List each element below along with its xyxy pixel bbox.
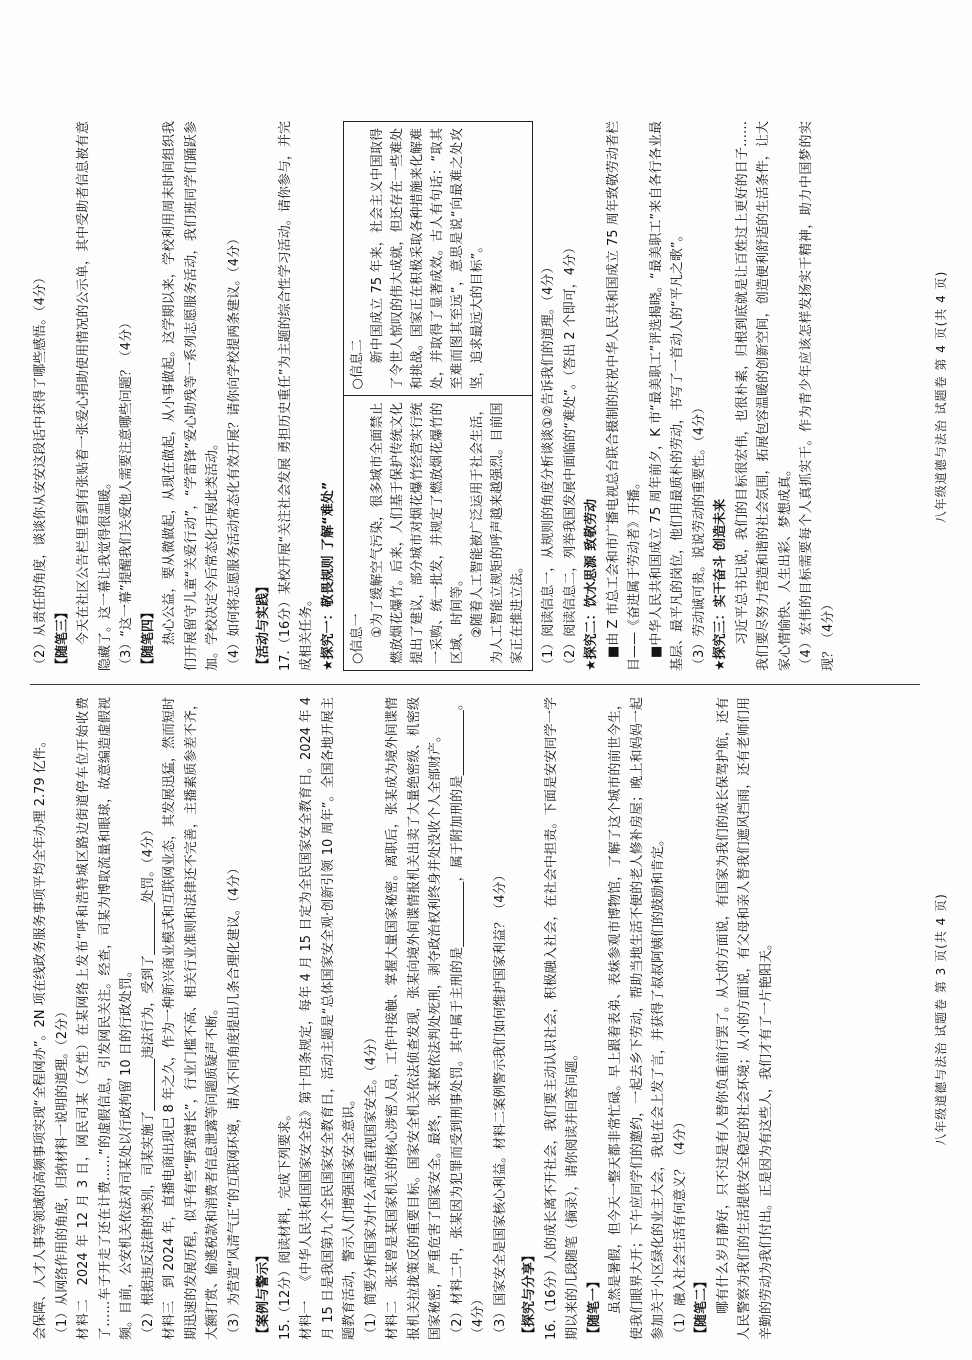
essay-2-text: 哪有什么岁月静好，只不过是有人替你负重前行罢了。从大的方面说，有国家为我们的成长保驾护航，还有人民警察为我们的生活提供安全稳定的社会环境；从小的方面说，有父母和亲人替我们遮风挡雨，还有老师们用辛勤的劳动为我们付出。正是因为有这些人，我们才有了一片艳阳天。: [715, 697, 774, 1340]
page-divider: [30, 684, 920, 685]
page-4: [22, 111, 952, 683]
page-3: [22, 687, 952, 1352]
section-cases-heading: 【案例与警示】: [256, 1248, 271, 1340]
material-2-label: 材料二: [76, 1298, 91, 1340]
q15-material-2-text: 张某曾是某国家机关的核心涉密人员，工作中接触、掌握大量国家秘密。离职后，张某成为境外间谍情报机关拉拢策反的重要目标。国家安全机关依法侦查发现，张某向境外间谍情报机关出卖了大量绝密级、机密级国家秘密，严重危害了国家安全。最终，张某被依法判处死刑，剥夺政治权利终身并处没收个人全部财产。: [385, 697, 443, 1340]
info-2-title: ○信息二: [350, 339, 365, 390]
section-practice-heading: 【活动与实践】: [256, 579, 271, 671]
info-1-title: ○信息一: [350, 613, 365, 664]
question-14-3: （3）为营造“风清气正”的互联网环境，请从不同角度提出几条合理化建议。（4分）: [226, 861, 242, 1340]
essay-1-text: 虽然是暑假，但今天一整天都非常忙碌。早上跟着表弟、表妹参观市博物馆，了解了这个城市的前世今生，使我们眼界大开；下午应同学们的邀约，一起去乡下劳动，帮助当地生活不便的老人修补房屋；晚上和妈妈一起参加关于小区绿化的业主大会，我也在会上发了言，并获得了叔叔阿姨们的鼓励和肯定。: [608, 697, 666, 1340]
question-17-2: （2）阅读信息二，列举我国发展中面临的“难处”。（答出 2 个即可，4分）: [562, 240, 578, 671]
q15-material-1-label: 材料一: [299, 1300, 314, 1340]
task-2-bullet-1: ■由 Z 市总工会和市广播电视总台联合摄制的庆祝中华人民共和国成立 75 周年致敬劳动者栏目——《奋进属于劳动者》开播。: [605, 121, 642, 671]
task-3-quote: 习近平总书记说，我们的目标很宏伟，也很朴素，归根到底就是让百姓过上更好的日子……我们要尽努力营造和谐的社会氛围，拓展包容温暖的创新空间，创造便利舒适的生活条件，让大家心情愉快、人生出彩、梦想成真。: [734, 121, 793, 671]
info-1-item-b: ②随着人工智能被广泛运用于社会生活，为人工智能立规矩的呼声越来越强烈。目前国家正在推进立法。: [470, 402, 525, 664]
question-16-3: （3）“这一幕”提醒我们关爱他人需要注意哪些问题？（4分）: [119, 315, 134, 671]
question-14-2: （2）根据违反法律的类别，司某实施了________违法行为，受到了________处罚。（4分）: [140, 822, 156, 1340]
info-2-cell: [344, 122, 532, 397]
material-3: [159, 697, 224, 1340]
question-14-1: （1）从网络作用的角度，归纳材料一说明的道理。（2分）: [54, 1004, 70, 1340]
material-3-text: 到 2024 年，直播电商出现已 8 年之久，作为一种新兴商业模式和互联网业态，其发展迅猛，然而短时期迅速的发展历程，似乎有些“野蛮增长”，行业门槛不高、相关行业准则和法律还不完善，主播素质参差不齐，大额打赏、偷逃税款和消费者信息泄露等问题质疑声不断。: [162, 697, 220, 1340]
question-16-4: （4）如何将志愿服务活动常态化有效开展？请你向学校提两条建议。（4分）: [226, 231, 242, 671]
essay-4-title: 【随笔四】: [140, 605, 156, 671]
question-17-stem: 17.（16分）某校开展“关注社会发展 勇担历史重任”为主题的综合性学习活动。请你参与，并完成相关任务。: [277, 121, 314, 671]
question-17-1: （1）阅读信息一，从规则的角度分析谈谈①②告诉我们的道理。（4分）: [541, 260, 556, 671]
question-17-3: （3）劳动诚可贵。说说劳动的重要性。（4分）: [691, 400, 707, 671]
question-15-2: （2）材料二中，张某因为犯罪而受到刑事处罚。其中属于主刑的是__________，属于附加刑的是__________。（4分）: [449, 697, 486, 1340]
info-2-text: 新中国成立 75 年来，社会主义中国取得了令世人惊叹的伟大成就，但还存在一些难处和挑战。国家正在积极采取各种措施来化解难处，并取得了显著成效。古人有句话：“取其至难而图其至远”，意思是说“向最难之处攻坚，追求最远大的目标”。: [370, 128, 485, 390]
question-16-2: （2）从责任的角度，谈谈你从安安这段话中获得了哪些感悟。（4分）: [33, 270, 48, 671]
task-1-heading: ★探究一：敬畏规则 了解“难处”: [320, 481, 336, 671]
continued-text: 会保障、人才人事等领域的高频事项实现“全程网办”。2N 项在线政务服务事项平均全年办理 2.79 亿件。: [33, 734, 48, 1340]
q15-material-1: [296, 697, 361, 1340]
info-1-item-a: ①为了缓解空气污染，很多城市全面禁止燃放烟花爆竹。后来，人们基于保护传统文化提出了建议，部分城市对烟花爆竹经营实行统一采购、统一批发，并规定了燃放烟花爆竹的区域、时间等。: [370, 402, 465, 664]
essay-3-text: 今天在社区公告栏里看到有张贴着一张爱心捐助使用情况的公示单，其中受助者信息被有意隐藏了。这一幕让我觉得很温暖。: [76, 121, 113, 671]
page-4-footer: 八年级道德与法治 试题卷 第 4 页(共 4 页): [934, 270, 948, 524]
question-16-1: （1）融入社会生活有何意义？（4分）: [672, 1115, 688, 1340]
material-2: [73, 697, 138, 1340]
info-1-cell: [344, 397, 532, 671]
task-3-heading: ★探究三：实干奋斗 创造未来: [713, 498, 728, 671]
essay-2-title: 【随笔二】: [694, 1274, 709, 1340]
page-3-footer: 八年级道德与法治 试题卷 第 3 页(共 4 页): [934, 893, 948, 1146]
task-2-heading: ★探究二：饮水思源 致敬劳动: [584, 498, 599, 671]
q15-material-2: [382, 697, 447, 1340]
q15-material-2-label: 材料二: [385, 1300, 400, 1340]
essay-4-text: 热心公益，要从微做起，从现在做起，从小事做起。这学期以来，学校利用周末时间组织我们开展留守儿童“关爱行动”，“学雷锋”爱心助残等一系列志愿服务活动，我们班同学们踊跃参加。学校决定今后常态化开展此类活动。: [162, 121, 220, 671]
essay-1-title: 【随笔一】: [586, 1274, 602, 1340]
info-box: [343, 121, 533, 671]
question-16-stem: 16.（16分）人的成长离不开社会，我们要主动认识社会，积极融入社会，在社会中担责。下面是安安同学一学期以来的几段随笔（摘录），请你阅读并回答问题。: [543, 697, 580, 1340]
material-2-text: 2024 年 12 月 3 日，网民司某（女性）在某网络上发布“呼和浩特城区路边街道停车位开始收费了……车子开走了还在计费……”的虚假信息，引发网民关注。经查，司某为博取流量和眼球，故意编造虚假视频。目前，公安机关依法对司某处以行政拘留 10 日的行政处罚。: [76, 697, 134, 1340]
essay-3-title: 【随笔三】: [54, 605, 70, 671]
task-2-bullet-2: ■中华人民共和国成立 75 周年前夕，K 市“最美职工”评选揭晓。“最美职工”来自各行各业最基层、最平凡的岗位，他们用最质朴的劳动，书写了一首动人的“平凡之歌”。: [648, 121, 685, 671]
question-17-4: （4）宏伟的目标需要每个人真抓实干。作为青少年应该怎样发扬实干精神，助力中国梦的实现？（4分）: [799, 121, 836, 671]
material-3-label: 材料三: [162, 1300, 177, 1340]
q15-material-1-text: 《中华人民共和国国家安全法》第十四条规定，每年 4 月 15 日定为全民国家安全教育日。2024 年 4 月 15 日是我国第九个全民国家安全教育日，活动主题是“总体国家安全观·创新引领 10 周年”。全国各地开展主题教育活动，警示人们增强国家安全意识。: [299, 697, 357, 1340]
section-explore-heading: 【探究与分享】: [522, 1248, 537, 1340]
question-15-3: （3）国家安全是国家核心利益。材料二案例警示我们如何维护国家利益？（4分）: [492, 868, 508, 1340]
question-15-stem: 15.（12分）阅读材料，完成下列要求。: [277, 1107, 293, 1340]
question-15-1: （1）简要分析国家为什么高度重视国家安全。（4分）: [363, 1030, 379, 1340]
